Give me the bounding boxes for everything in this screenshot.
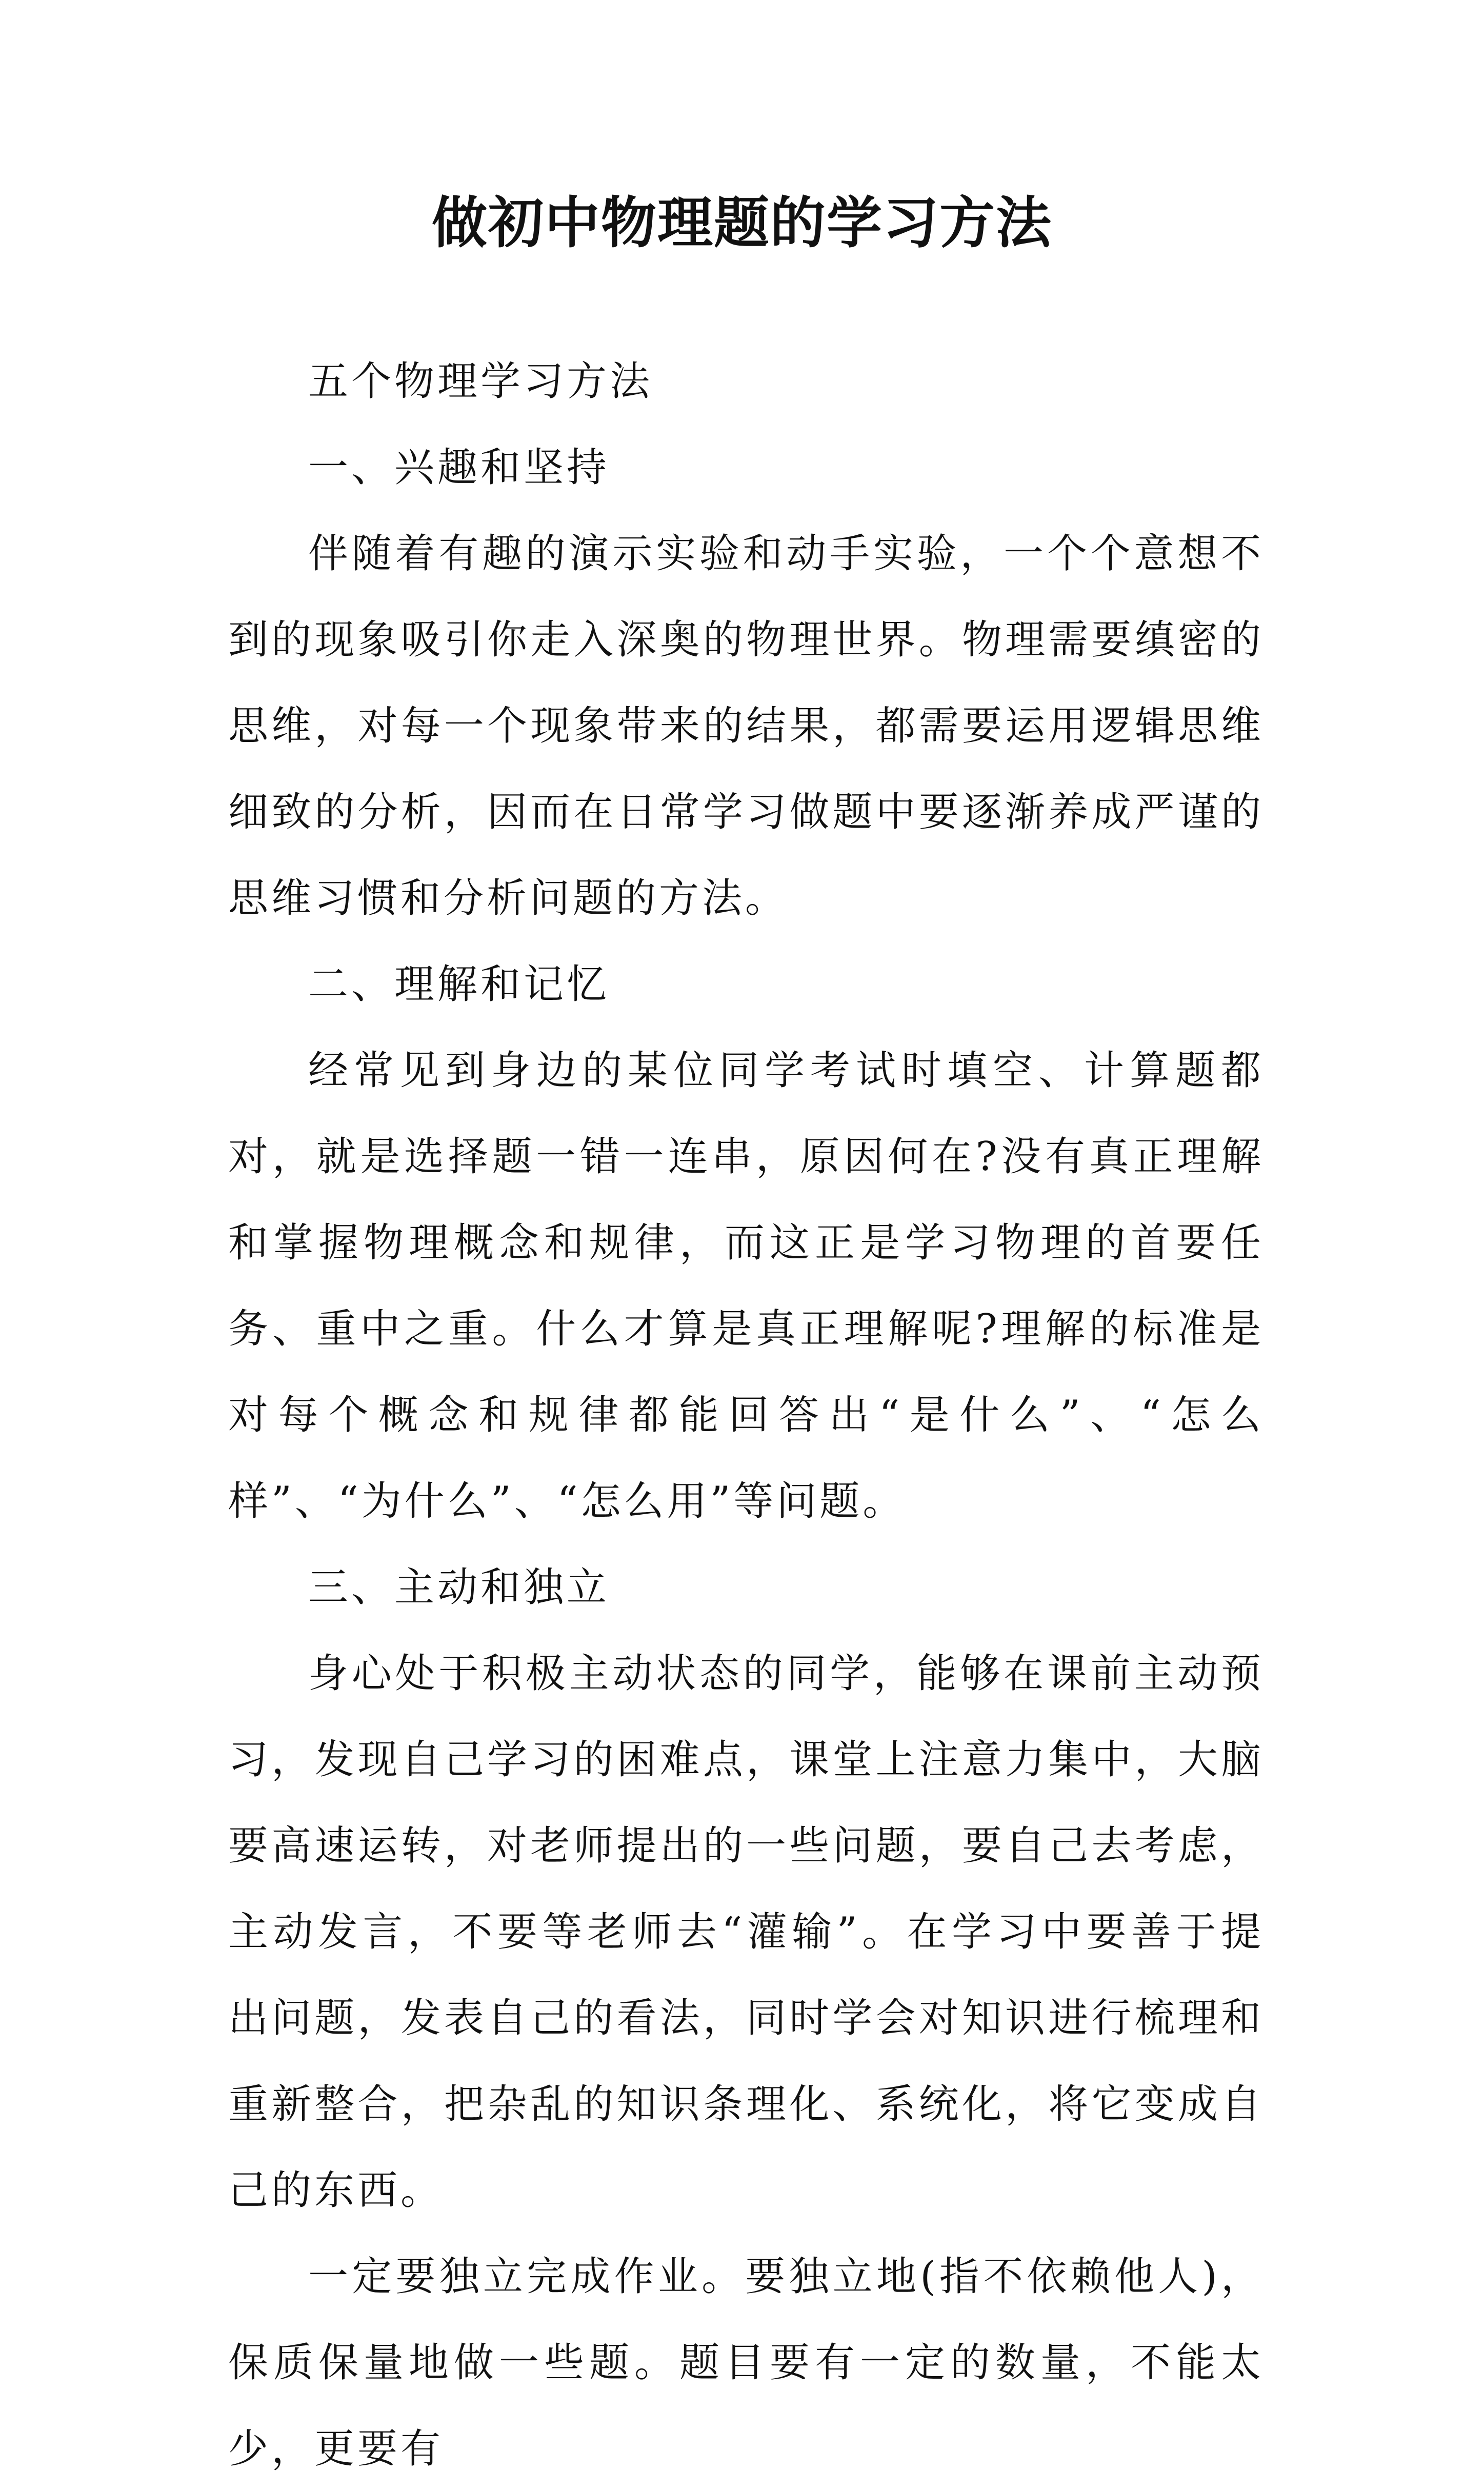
section-heading-interest: 一、兴趣和坚持 xyxy=(308,445,610,491)
document-title: 做初中物理题的学习方法 xyxy=(431,191,1052,255)
paragraph-initiative: 身心处于积极主动状态的同学，能够在课前主动预习，发现自己学习的困难点，课堂上注意力集中，大脑要高速运转，对老师提出的一些问题，要自己去考虑，主动发言，不要等老师去“灌输”。在学习中要善于提出问题，发表自己的看法，同时学会对知识进行梳理和重新整合，把杂乱的知识条理化、系统化，将它变成自己的东西。 xyxy=(228,1651,1264,2214)
paragraph-understanding: 经常见到身边的某位同学考试时填空、计算题都对，就是选择题一错一连串，原因何在?没有真正理解和掌握物理概念和规律，而这正是学习物理的首要任务、重中之重。什么才算是真正理解呢?理解的标准是对每个概念和规律都能回答出“是什么”、“怎么样”、“为什么”、“怎么用”等问题。 xyxy=(228,1048,1264,1524)
section-heading-understanding: 二、理解和记忆 xyxy=(308,961,610,1008)
document-body xyxy=(228,338,1264,2492)
paragraph-intro: 五个物理学习方法 xyxy=(308,358,653,405)
section-heading-initiative: 三、主动和独立 xyxy=(308,1564,610,1611)
paragraph-independent-homework: 一定要独立完成作业。要独立地(指不依赖他人)，保质保量地做一些题。题目要有一定的数量，不能太少，更要有 xyxy=(228,2254,1264,2472)
paragraph-interest: 伴随着有趣的演示实验和动手实验，一个个意想不到的现象吸引你走入深奥的物理世界。物理需要缜密的思维，对每一个现象带来的结果，都需要运用逻辑思维细致的分析，因而在日常学习做题中要逐渐养成严谨的思维习惯和分析问题的方法。 xyxy=(228,531,1264,921)
